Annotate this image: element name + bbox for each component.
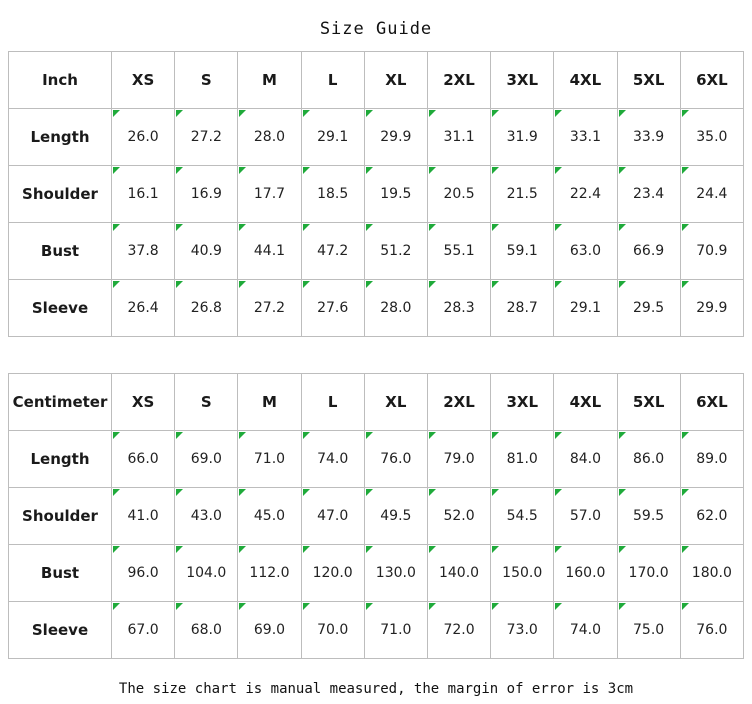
cell-value: 63.0 bbox=[554, 223, 617, 280]
cell-value: 170.0 bbox=[617, 545, 680, 602]
cell-value: 89.0 bbox=[680, 431, 743, 488]
cell-value: 29.1 bbox=[301, 109, 364, 166]
cell-value: 71.0 bbox=[364, 602, 427, 659]
cell-value: 26.8 bbox=[175, 280, 238, 337]
cell-value: 70.0 bbox=[301, 602, 364, 659]
cell-value: 59.5 bbox=[617, 488, 680, 545]
column-header-xl: XL bbox=[364, 374, 427, 431]
cell-value: 29.9 bbox=[680, 280, 743, 337]
column-header-s: S bbox=[175, 52, 238, 109]
cell-value: 27.2 bbox=[175, 109, 238, 166]
column-header-5xl: 5XL bbox=[617, 374, 680, 431]
cell-value: 40.9 bbox=[175, 223, 238, 280]
column-header-5xl: 5XL bbox=[617, 52, 680, 109]
cell-value: 17.7 bbox=[238, 166, 301, 223]
cell-value: 160.0 bbox=[554, 545, 617, 602]
cell-value: 74.0 bbox=[554, 602, 617, 659]
row-label-length: Length bbox=[9, 431, 112, 488]
cell-value: 35.0 bbox=[680, 109, 743, 166]
column-header-4xl: 4XL bbox=[554, 374, 617, 431]
table-row bbox=[9, 431, 744, 488]
row-label-bust: Bust bbox=[9, 545, 112, 602]
row-label-length: Length bbox=[9, 109, 112, 166]
size-table-inch bbox=[8, 51, 744, 337]
column-header-3xl: 3XL bbox=[491, 52, 554, 109]
cell-value: 16.9 bbox=[175, 166, 238, 223]
row-label-shoulder: Shoulder bbox=[9, 488, 112, 545]
cell-value: 96.0 bbox=[112, 545, 175, 602]
cell-value: 120.0 bbox=[301, 545, 364, 602]
column-header-4xl: 4XL bbox=[554, 52, 617, 109]
cell-value: 28.7 bbox=[491, 280, 554, 337]
row-label-sleeve: Sleeve bbox=[9, 280, 112, 337]
cell-value: 69.0 bbox=[238, 602, 301, 659]
cell-value: 55.1 bbox=[427, 223, 490, 280]
cell-value: 29.9 bbox=[364, 109, 427, 166]
table-spacer bbox=[0, 337, 752, 373]
table-row bbox=[9, 223, 744, 280]
cell-value: 72.0 bbox=[427, 602, 490, 659]
cell-value: 150.0 bbox=[491, 545, 554, 602]
cell-value: 43.0 bbox=[175, 488, 238, 545]
cell-value: 31.9 bbox=[491, 109, 554, 166]
cell-value: 68.0 bbox=[175, 602, 238, 659]
cell-value: 180.0 bbox=[680, 545, 743, 602]
column-header-6xl: 6XL bbox=[680, 374, 743, 431]
cell-value: 29.5 bbox=[617, 280, 680, 337]
cell-value: 140.0 bbox=[427, 545, 490, 602]
cell-value: 26.0 bbox=[112, 109, 175, 166]
cell-value: 28.0 bbox=[238, 109, 301, 166]
cell-value: 45.0 bbox=[238, 488, 301, 545]
measurement-disclaimer: The size chart is manual measured, the margin of error is 3cm bbox=[118, 681, 634, 697]
cell-value: 26.4 bbox=[112, 280, 175, 337]
table-header-row bbox=[9, 52, 744, 109]
cell-value: 71.0 bbox=[238, 431, 301, 488]
unit-label-centimeter: Centimeter bbox=[9, 374, 112, 431]
cell-value: 86.0 bbox=[617, 431, 680, 488]
cell-value: 66.9 bbox=[617, 223, 680, 280]
table-row bbox=[9, 545, 744, 602]
unit-label-inch: Inch bbox=[9, 52, 112, 109]
cell-value: 28.3 bbox=[427, 280, 490, 337]
cell-value: 81.0 bbox=[491, 431, 554, 488]
cell-value: 70.9 bbox=[680, 223, 743, 280]
cell-value: 79.0 bbox=[427, 431, 490, 488]
cell-value: 104.0 bbox=[175, 545, 238, 602]
column-header-s: S bbox=[175, 374, 238, 431]
cell-value: 52.0 bbox=[427, 488, 490, 545]
cell-value: 69.0 bbox=[175, 431, 238, 488]
cell-value: 19.5 bbox=[364, 166, 427, 223]
cell-value: 41.0 bbox=[112, 488, 175, 545]
cell-value: 74.0 bbox=[301, 431, 364, 488]
cell-value: 130.0 bbox=[364, 545, 427, 602]
cell-value: 73.0 bbox=[491, 602, 554, 659]
table-row bbox=[9, 166, 744, 223]
cell-value: 23.4 bbox=[617, 166, 680, 223]
table-row bbox=[9, 280, 744, 337]
cell-value: 47.2 bbox=[301, 223, 364, 280]
cell-value: 47.0 bbox=[301, 488, 364, 545]
column-header-xs: XS bbox=[112, 374, 175, 431]
table-row bbox=[9, 488, 744, 545]
table-header-row bbox=[9, 374, 744, 431]
cell-value: 49.5 bbox=[364, 488, 427, 545]
cell-value: 57.0 bbox=[554, 488, 617, 545]
column-header-l: L bbox=[301, 374, 364, 431]
column-header-3xl: 3XL bbox=[491, 374, 554, 431]
cell-value: 18.5 bbox=[301, 166, 364, 223]
table-row bbox=[9, 109, 744, 166]
row-label-shoulder: Shoulder bbox=[9, 166, 112, 223]
cell-value: 16.1 bbox=[112, 166, 175, 223]
cell-value: 20.5 bbox=[427, 166, 490, 223]
cell-value: 33.1 bbox=[554, 109, 617, 166]
cell-value: 76.0 bbox=[364, 431, 427, 488]
column-header-2xl: 2XL bbox=[427, 374, 490, 431]
column-header-m: M bbox=[238, 374, 301, 431]
cell-value: 37.8 bbox=[112, 223, 175, 280]
column-header-l: L bbox=[301, 52, 364, 109]
cell-value: 66.0 bbox=[112, 431, 175, 488]
row-label-sleeve: Sleeve bbox=[9, 602, 112, 659]
cell-value: 51.2 bbox=[364, 223, 427, 280]
cell-value: 62.0 bbox=[680, 488, 743, 545]
cell-value: 112.0 bbox=[238, 545, 301, 602]
cell-value: 27.6 bbox=[301, 280, 364, 337]
cell-value: 28.0 bbox=[364, 280, 427, 337]
cell-value: 84.0 bbox=[554, 431, 617, 488]
cell-value: 59.1 bbox=[491, 223, 554, 280]
table-row bbox=[9, 602, 744, 659]
cell-value: 33.9 bbox=[617, 109, 680, 166]
column-header-6xl: 6XL bbox=[680, 52, 743, 109]
page-title: Size Guide bbox=[319, 19, 433, 39]
cell-value: 54.5 bbox=[491, 488, 554, 545]
column-header-m: M bbox=[238, 52, 301, 109]
column-header-xs: XS bbox=[112, 52, 175, 109]
column-header-2xl: 2XL bbox=[427, 52, 490, 109]
cell-value: 29.1 bbox=[554, 280, 617, 337]
cell-value: 21.5 bbox=[491, 166, 554, 223]
cell-value: 76.0 bbox=[680, 602, 743, 659]
row-label-bust: Bust bbox=[9, 223, 112, 280]
cell-value: 24.4 bbox=[680, 166, 743, 223]
size-table-centimeter bbox=[8, 373, 744, 659]
cell-value: 75.0 bbox=[617, 602, 680, 659]
cell-value: 31.1 bbox=[427, 109, 490, 166]
column-header-xl: XL bbox=[364, 52, 427, 109]
cell-value: 22.4 bbox=[554, 166, 617, 223]
cell-value: 27.2 bbox=[238, 280, 301, 337]
cell-value: 44.1 bbox=[238, 223, 301, 280]
cell-value: 67.0 bbox=[112, 602, 175, 659]
